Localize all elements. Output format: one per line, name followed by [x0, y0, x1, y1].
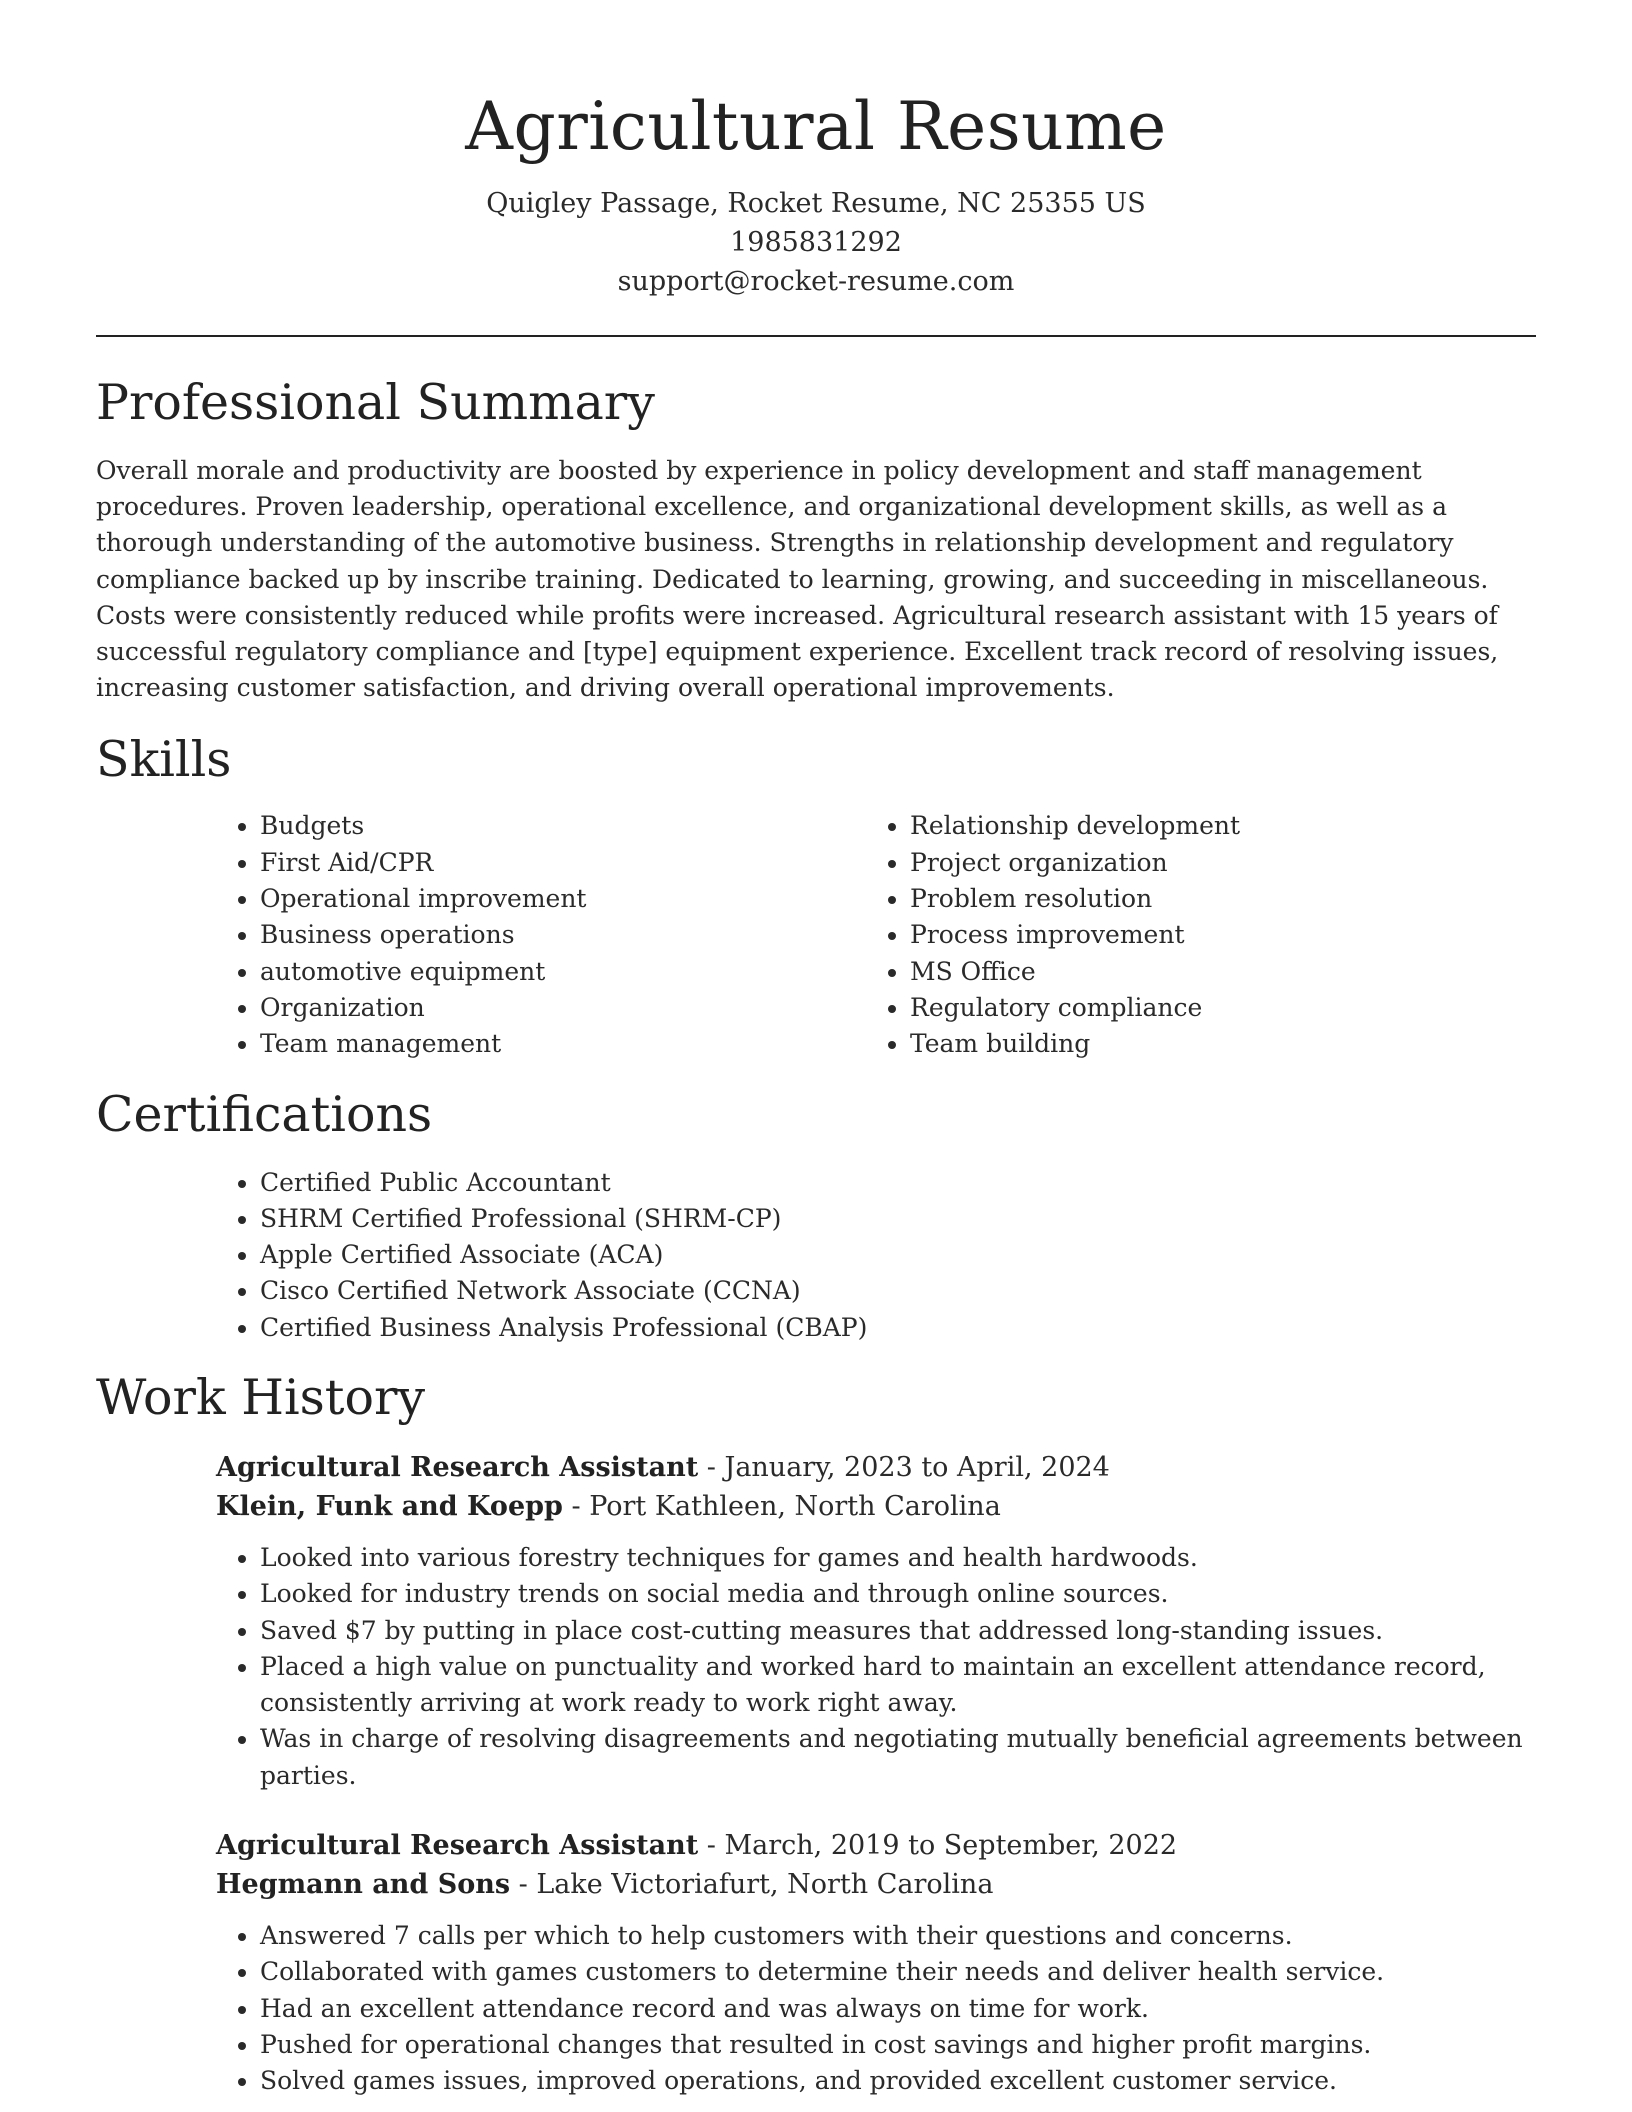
certifications-list — [216, 1165, 1536, 1346]
resume-title: Agricultural Resume — [465, 88, 1167, 165]
job-company-line — [216, 1487, 1536, 1526]
skill-item: • Relationship development — [910, 808, 1516, 844]
skills-column-right — [866, 808, 1516, 1062]
job-bullet: • Had an excellent attendance record and was always on time for work. — [260, 1991, 1536, 2027]
summary-heading: Professional Summary — [96, 374, 655, 431]
skills-list-left — [216, 808, 866, 1062]
job-bullet: • Solved games issues, improved operations, and provided excellent customer service. — [260, 2063, 1536, 2099]
skills-column-left — [216, 808, 866, 1062]
job-dates: March, 2019 to September, 2022 — [724, 1830, 1178, 1862]
contact-address: Quigley Passage, Rocket Resume, NC 25355 US — [486, 188, 1146, 219]
skill-item: • MS Office — [910, 954, 1516, 990]
skill-item: • Team building — [910, 1026, 1516, 1062]
job-separator: - — [706, 1830, 725, 1862]
skills-heading: Skills — [96, 731, 232, 789]
resume-header — [96, 82, 1536, 301]
skill-item: • Project organization — [910, 845, 1516, 881]
job-bullets — [216, 1540, 1536, 1794]
skill-item: • Business operations — [260, 917, 866, 953]
job-separator: - — [571, 1490, 590, 1522]
job-bullet: • Looked for industry trends on social media and through online sources. — [260, 1576, 1536, 1612]
job-position: Agricultural Research Assistant — [216, 1830, 699, 1862]
certification-item: • Certified Public Accountant — [260, 1165, 1536, 1201]
contact-block — [96, 184, 1536, 301]
skill-item: • Operational improvement — [260, 881, 866, 917]
skill-item: • Budgets — [260, 808, 866, 844]
job-bullet: • Saved $7 by putting in place cost-cutting measures that addressed long-standing issues. — [260, 1613, 1536, 1649]
job-company-line — [216, 1865, 1536, 1904]
job-location: Port Kathleen, North Carolina — [589, 1490, 1001, 1522]
work-history-heading: Work History — [96, 1368, 426, 1426]
skill-item: • Process improvement — [910, 917, 1516, 953]
skill-item: • Team management — [260, 1026, 866, 1062]
job-position: Agricultural Research Assistant — [216, 1451, 699, 1483]
job-entry — [216, 1448, 1536, 1794]
job-bullet: • Was in charge of resolving disagreements and negotiating mutually beneficial agreements between parties. — [260, 1721, 1536, 1794]
job-company: Hegmann and Sons — [216, 1869, 511, 1901]
job-separator: - — [706, 1451, 725, 1483]
certification-item: • Apple Certified Associate (ACA) — [260, 1237, 1536, 1273]
header-divider — [96, 335, 1536, 337]
job-bullet: • Looked into various forestry techniques for games and health hardwoods. — [260, 1540, 1536, 1576]
skill-item: • automotive equipment — [260, 954, 866, 990]
skill-item: • First Aid/CPR — [260, 845, 866, 881]
certifications-heading: Certifications — [96, 1085, 433, 1143]
job-dates: January, 2023 to April, 2024 — [724, 1451, 1110, 1483]
job-entry — [216, 1826, 1536, 2099]
summary-text: Overall morale and productivity are boosted by experience in policy development and staff management procedures. Proven leadership, operational excellence, and organizational development skills, as well as a thorough understanding of the automotive business. Strengths in relationship development and regulatory compliance backed up by inscribe training. Dedicated to learning, growing, and succeeding in miscellaneous. Costs were consistently reduced while profits were increased. Agricultural research assistant with 15 years of successful regulatory compliance and [type] equipment experience. Excellent track record of resolving issues, increasing customer satisfaction, and driving overall operational improvements. — [96, 456, 1499, 703]
job-bullet: • Placed a high value on punctuality and worked hard to maintain an excellent attendance record, consistently arriving at work ready to work right away. — [260, 1649, 1536, 1722]
contact-phone: 1985831292 — [730, 227, 902, 258]
job-location: Lake Victoriafurt, North Carolina — [536, 1869, 994, 1901]
job-bullet: • Answered 7 calls per which to help customers with their questions and concerns. — [260, 1918, 1536, 1954]
job-title-line — [216, 1448, 1536, 1487]
certification-item: • SHRM Certified Professional (SHRM-CP) — [260, 1201, 1536, 1237]
job-bullets — [216, 1918, 1536, 2099]
skill-item: • Organization — [260, 990, 866, 1026]
job-company: Klein, Funk and Koepp — [216, 1490, 563, 1522]
certification-item: • Cisco Certified Network Associate (CCNA) — [260, 1273, 1536, 1309]
skill-item: • Problem resolution — [910, 881, 1516, 917]
job-bullet: • Collaborated with games customers to determine their needs and deliver health service. — [260, 1954, 1536, 1990]
skill-item: • Regulatory compliance — [910, 990, 1516, 1026]
job-title-line — [216, 1826, 1536, 1865]
job-separator: - — [518, 1869, 537, 1901]
resume-page — [96, 0, 1536, 2100]
job-bullet: • Pushed for operational changes that resulted in cost savings and higher profit margins. — [260, 2027, 1536, 2063]
skills-list-right — [866, 808, 1516, 1062]
certification-item: • Certified Business Analysis Professional (CBAP) — [260, 1310, 1536, 1346]
skills-grid — [216, 808, 1536, 1062]
contact-email: support@rocket-resume.com — [617, 266, 1015, 297]
